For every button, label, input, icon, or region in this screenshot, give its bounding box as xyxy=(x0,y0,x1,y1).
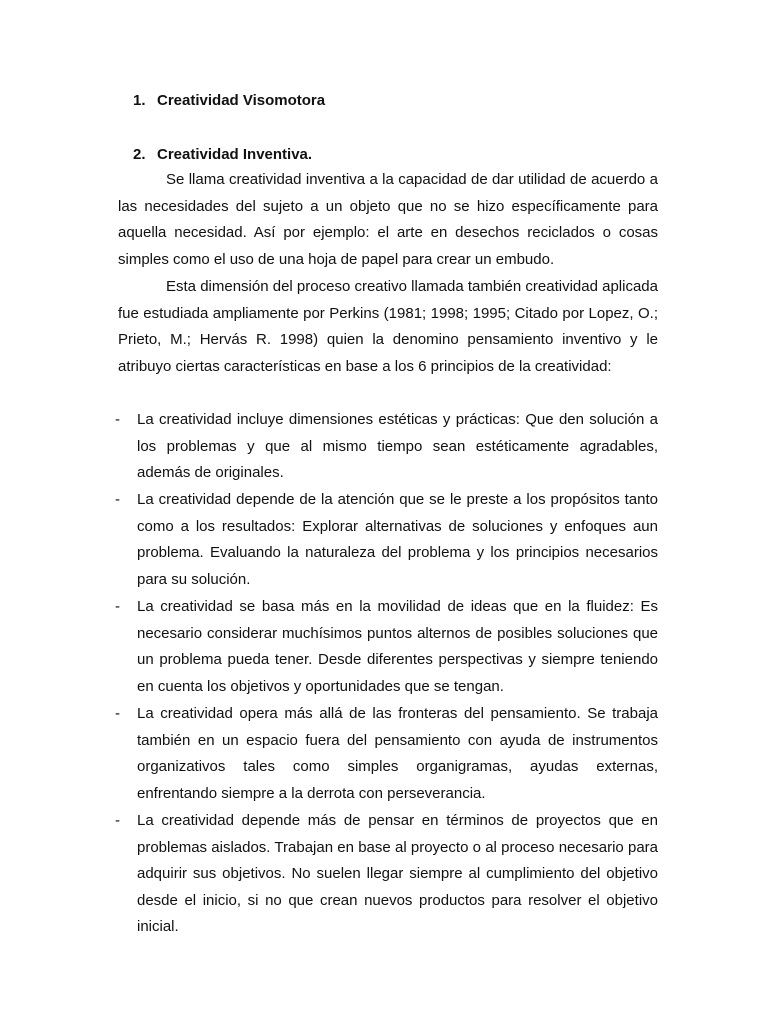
paragraph-inventive-definition: Se llama creatividad inventiva a la capacidad de dar utilidad de acuerdo a las necesidades del sujeto a un objeto que no se hizo específicamente para aquella necesidad. Así por ejemplo: el arte en desechos reciclados o cosas simples como el uso de una hoja de papel para crear un embudo. xyxy=(118,171,658,268)
heading-text: Creatividad Visomotora xyxy=(157,92,326,109)
list-item-text: La creatividad depende de la atención que se le preste a los propósitos tanto como a los resultados: Explorar alternativas de soluciones y enfoques aun problema. Evaluando la naturaleza del problema y los principios necesarios para su solución. xyxy=(137,491,658,588)
list-item xyxy=(115,808,658,941)
section-heading-2 xyxy=(133,145,312,165)
bullet-marker: - xyxy=(115,598,120,615)
list-item xyxy=(115,487,658,593)
section-heading-1 xyxy=(133,91,325,111)
heading-text: Creatividad Inventiva. xyxy=(157,146,313,163)
list-item-text: La creatividad opera más allá de las fronteras del pensamiento. Se trabaja también en un espacio fuera del pensamiento con ayuda de instrumentos organizativos tales como simples organigramas, ayudas externas, enfrentando siempre a la derrota con perseverancia. xyxy=(137,705,658,802)
list-item-text: La creatividad depende más de pensar en términos de proyectos que en problemas aislados. Trabajan en base al proyecto o al proceso necesario para adquirir sus objetivos. No suelen llegar siempre al cumplimiento del objetivo desde el inicio, si no que crean nuevos productos para resolver el objetivo inicial. xyxy=(137,812,658,936)
list-item xyxy=(115,407,658,487)
list-item-text: La creatividad incluye dimensiones estéticas y prácticas: Que den solución a los problemas y que al mismo tiempo sean estéticamente agradables, además de originales. xyxy=(137,411,658,482)
heading-number: 1. xyxy=(133,92,146,109)
bullet-marker: - xyxy=(115,491,120,508)
heading-number: 2. xyxy=(133,146,146,163)
list-item xyxy=(115,594,658,700)
bullet-marker: - xyxy=(115,705,120,722)
bullet-marker: - xyxy=(115,411,120,428)
list-item-text: La creatividad se basa más en la movilidad de ideas que en la fluidez: Es necesario considerar muchísimos puntos alternos de posibles soluciones que un problema pueda tener. Desde diferentes perspectivas y siempre teniendo en cuenta los objetivos y oportunidades que se tengan. xyxy=(137,598,658,695)
paragraph-perkins: Esta dimensión del proceso creativo llamada también creatividad aplicada fue estudiada ampliamente por Perkins (1981; 1998; 1995; Citado por Lopez, O.; Prieto, M.; Hervás R. 1998) quien la denomino pensamiento inventivo y le atribuyo ciertas características en base a los 6 principios de la creatividad: xyxy=(118,278,658,375)
list-item xyxy=(115,701,658,807)
bullet-marker: - xyxy=(115,812,120,829)
